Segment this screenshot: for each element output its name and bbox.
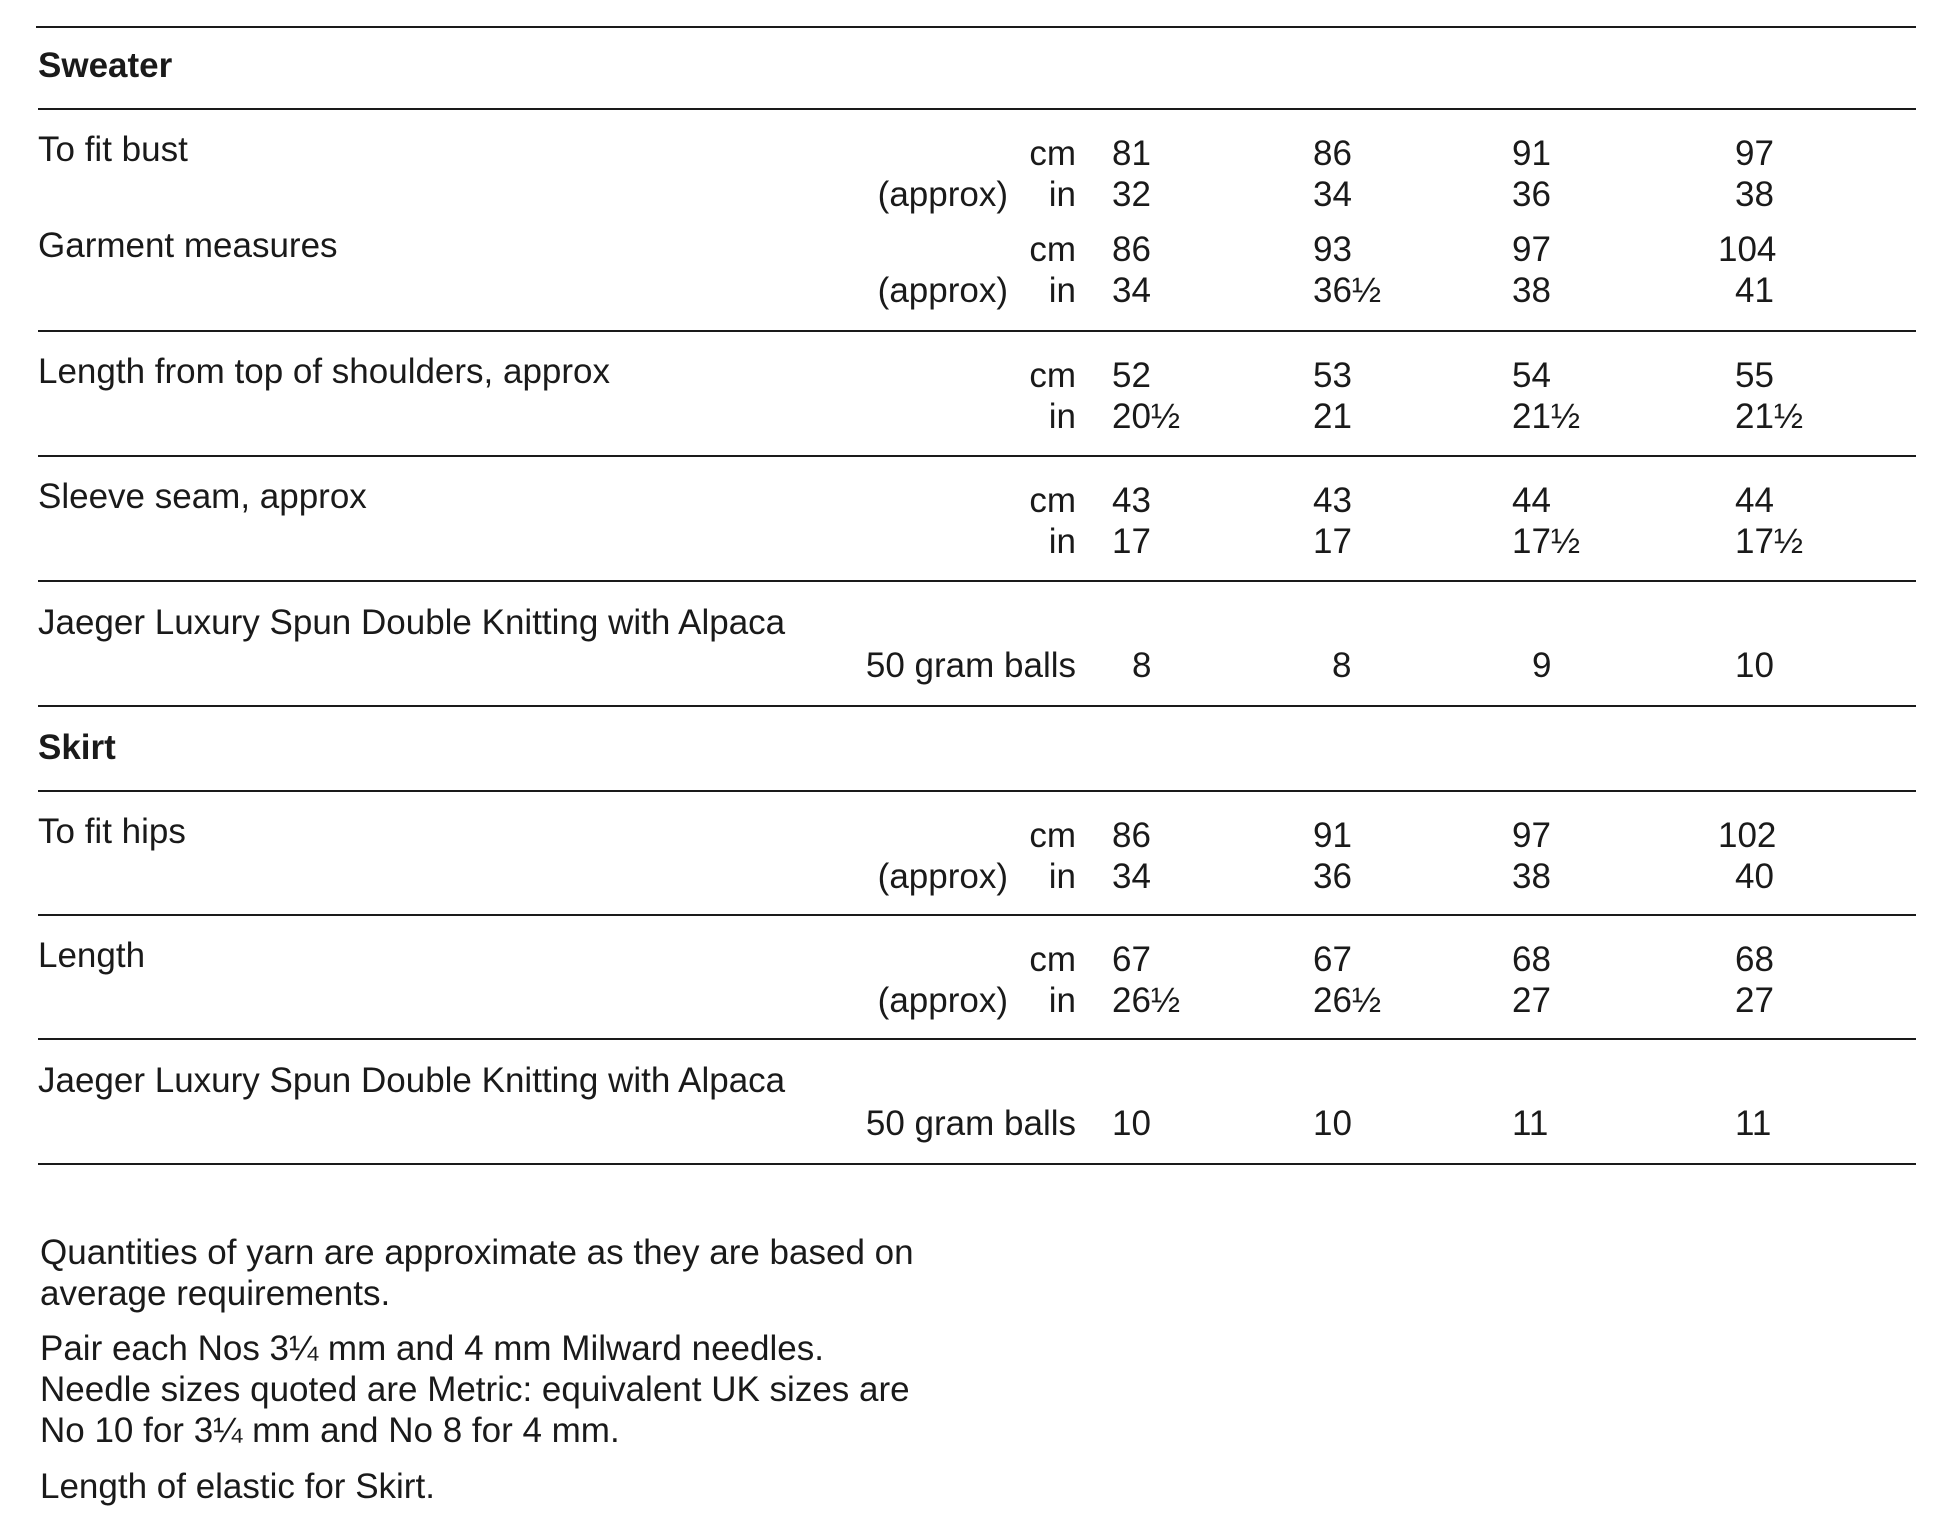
- value-cell: 34: [1313, 175, 1352, 214]
- value-cell: 36: [1313, 857, 1352, 896]
- unit-label: cm: [1029, 481, 1076, 520]
- divider: [38, 1038, 1916, 1040]
- yarn-unit: 50 gram balls: [865, 646, 1076, 685]
- unit-label: cm: [1029, 356, 1076, 395]
- value-cell: 21: [1313, 397, 1352, 436]
- value-cell: 20½: [1112, 397, 1181, 436]
- value-cell: 11: [1512, 1104, 1549, 1143]
- divider: [38, 580, 1916, 582]
- divider: [38, 1163, 1916, 1165]
- unit-label: cm: [1029, 816, 1076, 855]
- value-cell: 17: [1313, 522, 1352, 561]
- approx-label: (approx): [877, 981, 1008, 1020]
- value-cell: 27: [1512, 981, 1551, 1020]
- value-cell: 44: [1735, 481, 1774, 520]
- row-label: Length from top of shoulders, approx: [38, 352, 611, 391]
- divider: [38, 914, 1916, 916]
- value-cell: 34: [1112, 857, 1151, 896]
- divider: [38, 108, 1916, 110]
- unit-label: cm: [1029, 230, 1076, 269]
- value-cell: 102: [1718, 816, 1777, 855]
- value-cell: 104: [1718, 230, 1777, 269]
- value-cell: 81: [1112, 134, 1151, 173]
- value-cell: 67: [1112, 940, 1151, 979]
- value-cell: 9: [1532, 646, 1552, 685]
- value-cell: 43: [1112, 481, 1151, 520]
- value-cell: 10: [1112, 1104, 1151, 1143]
- value-cell: 91: [1512, 134, 1551, 173]
- value-cell: 97: [1512, 230, 1551, 269]
- value-cell: 86: [1112, 230, 1151, 269]
- yarn-unit: 50 gram balls: [865, 1104, 1076, 1143]
- divider: [38, 455, 1916, 457]
- value-cell: 10: [1735, 646, 1774, 685]
- value-cell: 21½: [1512, 397, 1581, 436]
- unit-label: cm: [1029, 134, 1076, 173]
- row-label: To fit bust: [38, 130, 188, 169]
- value-cell: 17: [1112, 522, 1151, 561]
- value-cell: 68: [1735, 940, 1774, 979]
- value-cell: 8: [1332, 646, 1352, 685]
- row-label: Length: [38, 936, 146, 975]
- value-cell: 97: [1735, 134, 1774, 173]
- value-cell: 32: [1112, 175, 1151, 214]
- approx-label: (approx): [877, 857, 1008, 896]
- value-cell: 17½: [1735, 522, 1804, 561]
- note-line: Pair each Nos 3¼ mm and 4 mm Milward needles.: [40, 1329, 824, 1368]
- value-cell: 38: [1512, 271, 1551, 310]
- sweater-heading: Sweater: [38, 46, 173, 85]
- value-cell: 67: [1313, 940, 1352, 979]
- value-cell: 86: [1112, 816, 1151, 855]
- yarn-label: Jaeger Luxury Spun Double Knitting with Alpaca: [38, 1061, 786, 1100]
- value-cell: 93: [1313, 230, 1352, 269]
- value-cell: 26½: [1112, 981, 1181, 1020]
- value-cell: 17½: [1512, 522, 1581, 561]
- note-line: Length of elastic for Skirt.: [40, 1467, 435, 1506]
- yarn-label: Jaeger Luxury Spun Double Knitting with Alpaca: [38, 603, 786, 642]
- value-cell: 43: [1313, 481, 1352, 520]
- value-cell: 34: [1112, 271, 1151, 310]
- value-cell: 11: [1735, 1104, 1772, 1143]
- value-cell: 68: [1512, 940, 1551, 979]
- unit-label: in: [1048, 857, 1076, 896]
- unit-label: in: [1048, 522, 1076, 561]
- row-label: Garment measures: [38, 226, 338, 265]
- value-cell: 10: [1313, 1104, 1352, 1143]
- value-cell: 26½: [1313, 981, 1382, 1020]
- value-cell: 55: [1735, 356, 1774, 395]
- unit-label: in: [1048, 397, 1076, 436]
- unit-label: cm: [1029, 940, 1076, 979]
- value-cell: 52: [1112, 356, 1151, 395]
- unit-label: in: [1048, 175, 1076, 214]
- value-cell: 36: [1512, 175, 1551, 214]
- value-cell: 91: [1313, 816, 1352, 855]
- value-cell: 53: [1313, 356, 1352, 395]
- top-rule: [36, 26, 1916, 28]
- value-cell: 38: [1735, 175, 1774, 214]
- note-line: Quantities of yarn are approximate as they are based on: [40, 1233, 914, 1272]
- skirt-heading: Skirt: [38, 728, 116, 767]
- note-line: Needle sizes quoted are Metric: equivalent UK sizes are: [40, 1370, 910, 1409]
- unit-label: in: [1048, 271, 1076, 310]
- approx-label: (approx): [877, 271, 1008, 310]
- value-cell: 21½: [1735, 397, 1804, 436]
- value-cell: 36½: [1313, 271, 1382, 310]
- row-label: Sleeve seam, approx: [38, 477, 367, 516]
- value-cell: 40: [1735, 857, 1774, 896]
- divider: [38, 790, 1916, 792]
- value-cell: 38: [1512, 857, 1551, 896]
- divider: [38, 330, 1916, 332]
- value-cell: 41: [1735, 271, 1774, 310]
- note-line: No 10 for 3¼ mm and No 8 for 4 mm.: [40, 1411, 620, 1450]
- value-cell: 27: [1735, 981, 1774, 1020]
- value-cell: 86: [1313, 134, 1352, 173]
- unit-label: in: [1048, 981, 1076, 1020]
- value-cell: 44: [1512, 481, 1551, 520]
- approx-label: (approx): [877, 175, 1008, 214]
- value-cell: 8: [1132, 646, 1152, 685]
- divider: [38, 705, 1916, 707]
- note-line: average requirements.: [40, 1274, 391, 1313]
- value-cell: 97: [1512, 816, 1551, 855]
- value-cell: 54: [1512, 356, 1551, 395]
- row-label: To fit hips: [38, 812, 186, 851]
